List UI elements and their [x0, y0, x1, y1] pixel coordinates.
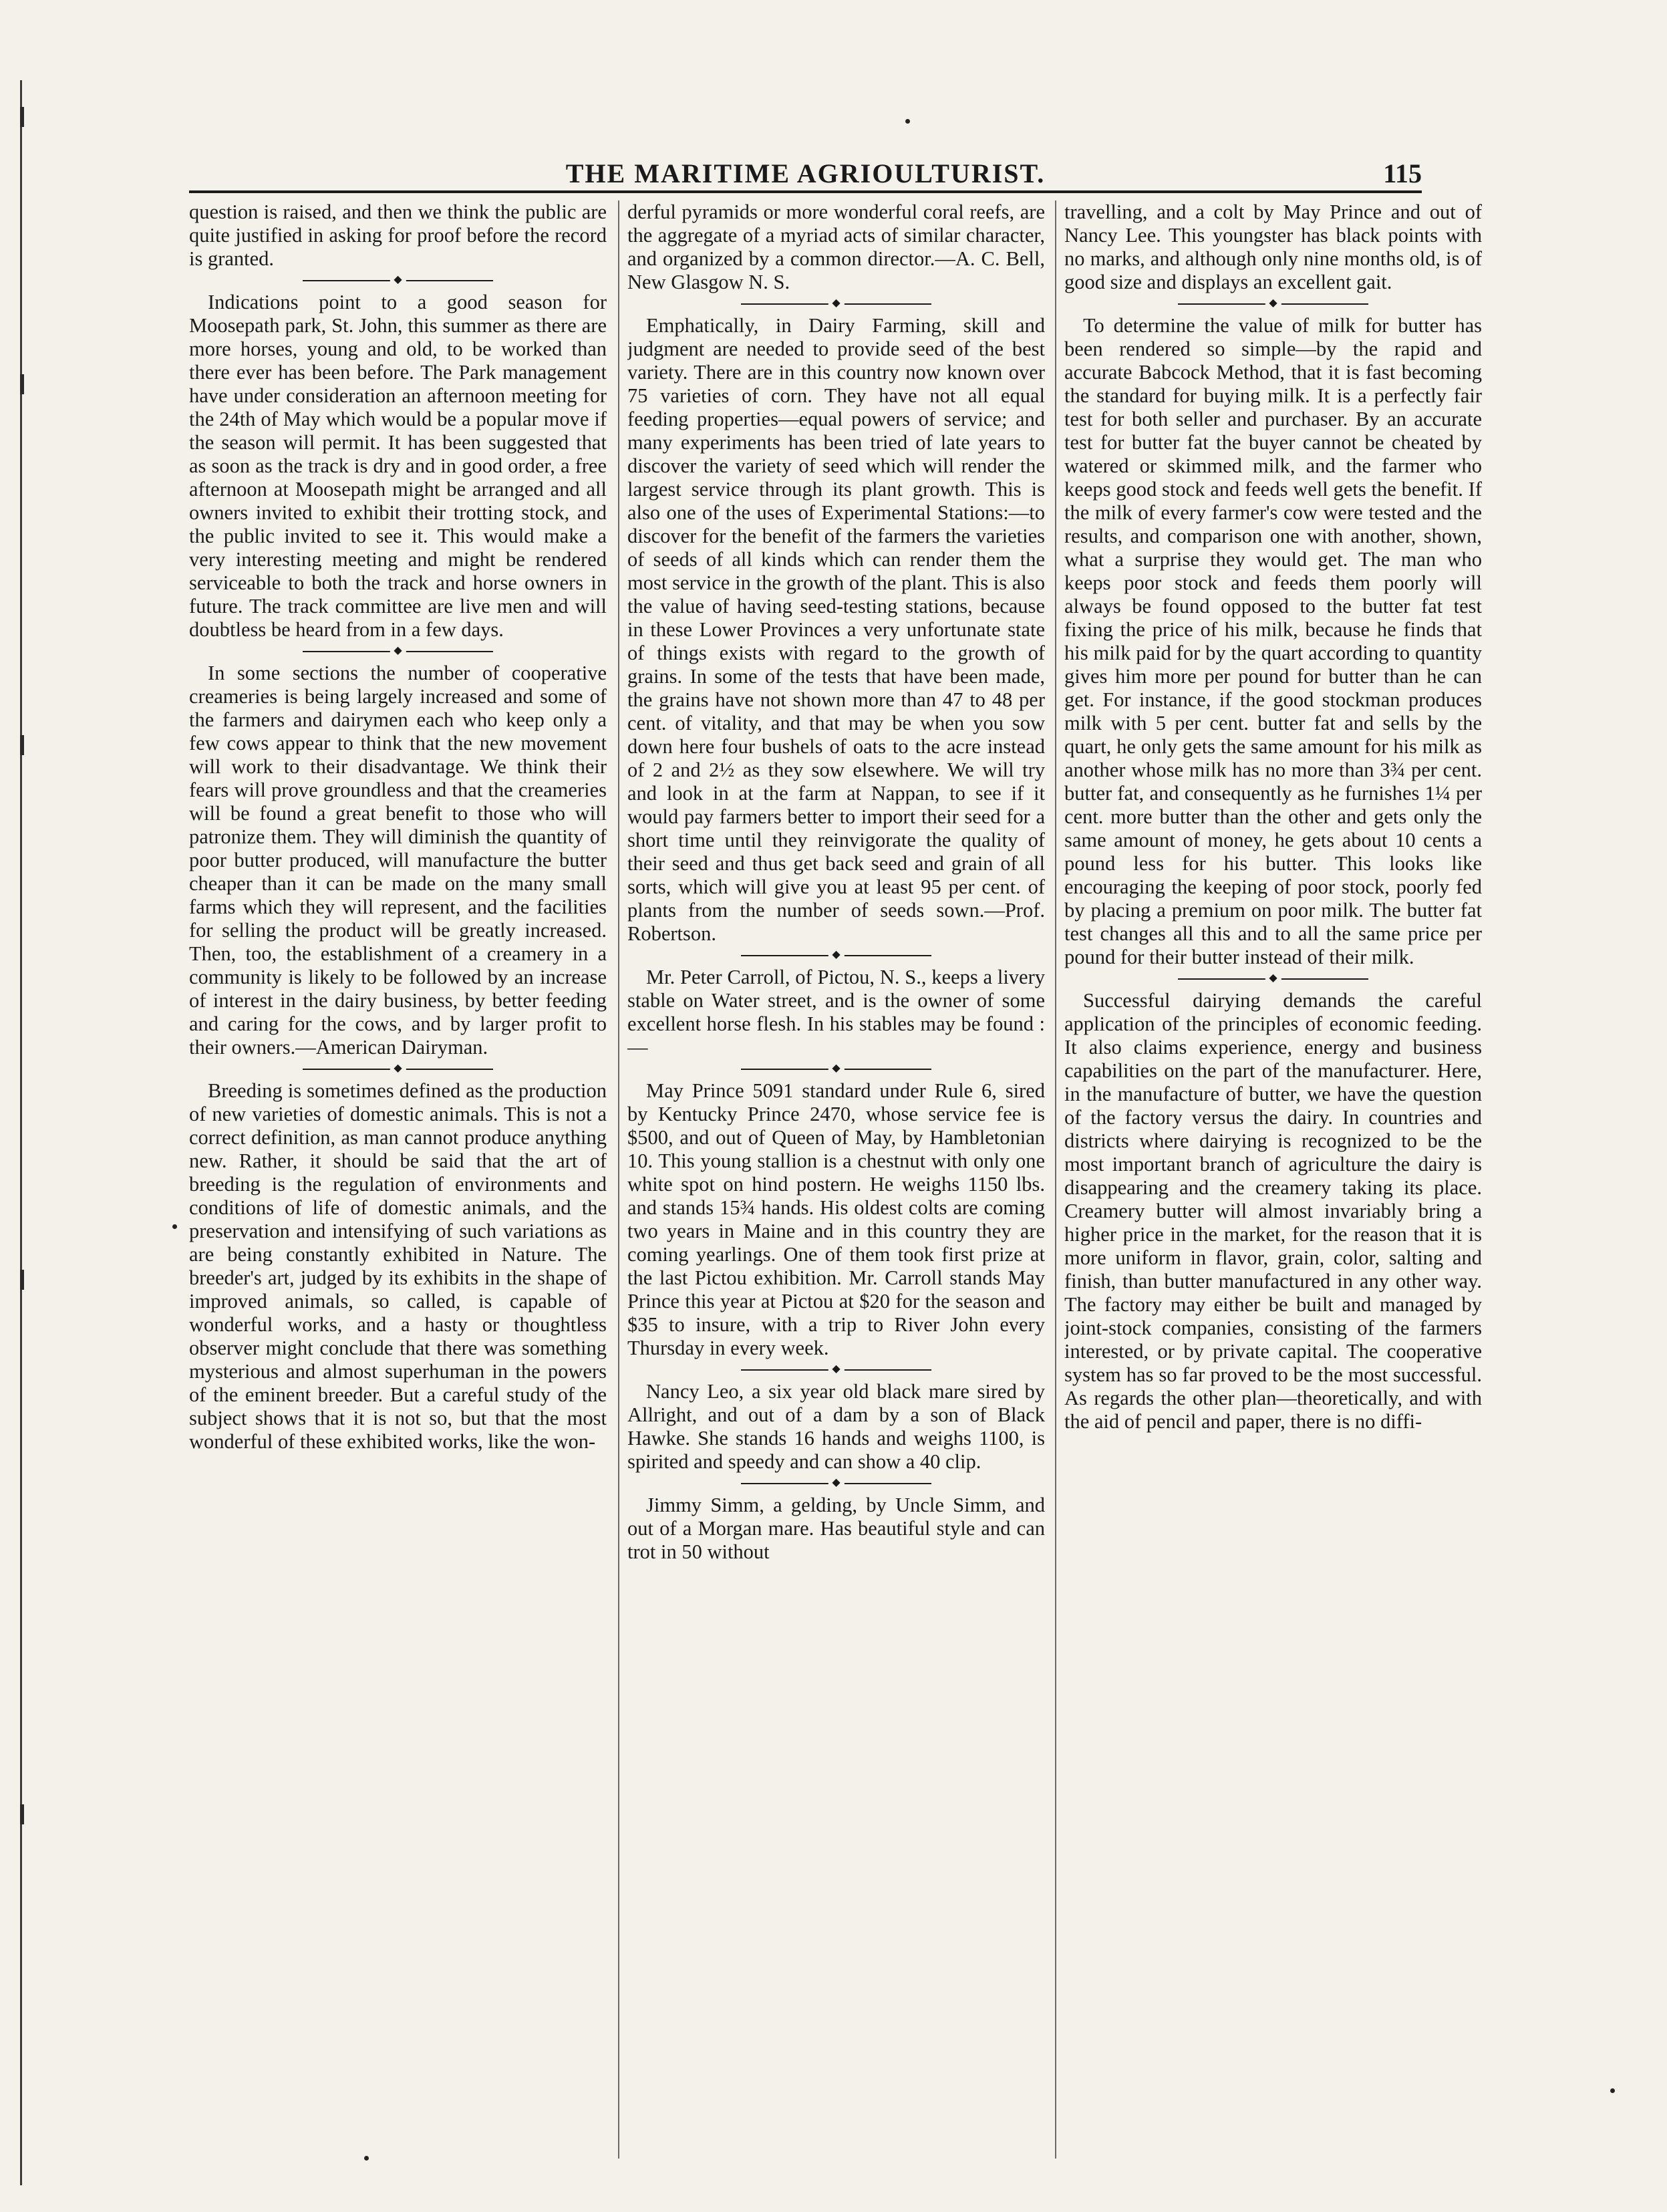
section-separator	[627, 948, 1045, 963]
article-paragraph: In some sections the number of cooperative creameries is being largely increased and some of the farmers and dairymen each who keep only a few cows appear to think that the new movement will work to their disadvantage. We think their fears will prove groundless and that the creameries will be found a great benefit to those who will patronize them. They will diminish the quantity of poor butter produced, will manufacture the butter cheaper than it can be made on the many small farms which they will represent, and the facilities for selling the product will be greatly increased. Then, too, the establishment of a creamery in a community is likely to be followed by an increase of interest in the dairy business, by better feeding and caring for the cows, and by larger profit to their owners.—American Dairyman.	[189, 662, 607, 1059]
binding-mark	[20, 1804, 24, 1824]
page-number: 115	[1383, 158, 1422, 188]
article-paragraph: travelling, and a colt by May Prince and out of Nancy Lee. This youngster has black points with no marks, and although only nine months old, is of good size and displays an excellent gait.	[1064, 200, 1482, 293]
binding-mark	[20, 374, 24, 394]
article-paragraph: May Prince 5091 standard under Rule 6, sired by Kentucky Prince 2470, whose service fee is $500, and out of Queen of May, by Hambletonian 10. This young stallion is a chestnut with only one white spot on hind postern. He weighs 1150 lbs. and stands 15¾ hands. His oldest colts are coming two years in Maine and in this country they are coming yearlings. One of them took first prize at the last Pictou exhibition. Mr. Carroll stands May Prince this year at Pictou at $20 for the season and $35 to insure, with a trip to River John every Thursday in every week.	[627, 1079, 1045, 1359]
article-paragraph: Jimmy Simm, a gelding, by Uncle Simm, and out of a Morgan mare. Has beautiful style and can trot in 50 without	[627, 1494, 1045, 1563]
article-paragraph: Indications point to a good season for Moosepath park, St. John, this summer as there are more horses, young and old, to be worked than there ever has been before. The Park management have under consideration an afternoon meeting for the 24th of May which would be a popular move if the season will permit. It has been suggested that as soon as the track is dry and in good order, a free afternoon at Moosepath might be arranged and all owners invited to exhibit their trotting stock, and the public invited to see it. This would make a very interesting meeting and might be rendered serviceable to both the track and horse owners in future. The track committee are live men and will doubtless be heard from in a few days.	[189, 291, 607, 641]
binding-line	[20, 80, 22, 2185]
column-2	[627, 200, 1045, 2159]
section-separator	[627, 1363, 1045, 1377]
header-rule	[189, 190, 1422, 193]
ink-speck	[1610, 2088, 1615, 2093]
section-separator	[627, 1062, 1045, 1077]
column-1	[189, 200, 607, 2159]
binding-mark	[20, 1270, 24, 1290]
column-rule	[1055, 200, 1056, 2159]
binding-mark	[20, 735, 24, 755]
article-paragraph: Nancy Leo, a six year old black mare sired by Allright, and out of a dam by a son of Black Hawke. She stands 16 hands and weighs 1100, is spirited and speedy and can show a 40 clip.	[627, 1380, 1045, 1473]
article-paragraph: Emphatically, in Dairy Farming, skill and judgment are needed to provide seed of the best variety. There are in this country now known over 75 varieties of corn. They have not all equal feeding properties—equal powers of service; and many experiments has been tried of late years to discover the variety of seed which will render the largest service through its plant growth. This is also one of the uses of Experimental Stations:—to discover for the benefit of the farmers the varieties of seeds of all kinds which can render them the most service in the growth of the plant. This is also the value of having seed-testing stations, because in these Lower Provinces a very unfortunate state of things exists with regard to the growth of grains. In some of the tests that have been made, the grains have not shown more than 47 to 48 per cent. of vitality, and that may be when you sow down here four bushels of oats to the acre instead of 2 and 2½ as they sow elsewhere. We will try and look in at the farm at Nappan, to see if it would pay farmers better to import their seed for a short time until they reinvigorate the quality of their seed and thus get back seed and grain of all sorts, which will give you at least 95 per cent. of plants from the number of seeds sown.—Prof. Robertson.	[627, 314, 1045, 945]
binding-edge	[20, 0, 27, 2212]
article-paragraph: Breeding is sometimes defined as the production of new varieties of domestic animals. This is not a correct definition, as man cannot produce anything new. Rather, it should be said that the art of breeding is the regulation of environments and conditions of life of domestic animals, and the preservation and intensifying of such variations as are being constantly exhibited in Nature. The breeder's art, judged by its exhibits in the shape of improved animals, so called, is capable of wonderful works, and a hasty or thoughtless observer might conclude that there was something mysterious and almost superhuman in the powers of the eminent breeder. But a careful study of the subject shows that it is not so, but that the most wonderful of these exhibited works, like the won-	[189, 1079, 607, 1453]
section-separator	[1064, 972, 1482, 986]
article-paragraph: To determine the value of milk for butter has been rendered so simple—by the rapid and accurate Babcock Method, that it is fast becoming the standard for buying milk. It is a perfectly fair test for both seller and purchaser. By an accurate test for butter fat the buyer cannot be cheated by watered or skimmed milk, and the farmer who keeps good stock and feeds well gets the benefit. If the milk of every farmer's cow were tested and the results, and comparison one with another, shown, what a surprise they would get. The man who keeps poor stock and feeds them poorly will always be found opposed to the butter fat test fixing the price of his milk, because he finds that his milk paid for by the quart according to quantity gives him more per pound for butter than he can get. For instance, if the good stockman produces milk with 5 per cent. butter fat and sells by the quart, he only gets the same amount for his milk as another whose milk has no more than 3¾ per cent. butter fat, and consequently as he furnishes 1¼ per cent. more butter than the other and gets only the same amount of money, he gets about 10 cents a pound less for his butter. This looks like encouraging the keeping of poor stock, poorly fed by placing a premium on poor milk. The butter fat test changes all this and to all the same price per pound for their butter instead of their milk.	[1064, 314, 1482, 968]
running-title: THE MARITIME AGRIOULTURIST.	[565, 158, 1046, 188]
column-3	[1064, 200, 1482, 2159]
binding-mark	[20, 107, 24, 127]
section-separator	[189, 273, 607, 288]
section-separator	[627, 297, 1045, 311]
section-separator	[189, 644, 607, 659]
article-paragraph: derful pyramids or more wonderful coral reefs, are the aggregate of a myriad acts of similar character, and organized by a common director.—A. C. Bell, New Glasgow N. S.	[627, 200, 1045, 293]
column-rule	[618, 200, 619, 2159]
section-separator	[189, 1062, 607, 1077]
article-paragraph: Mr. Peter Carroll, of Pictou, N. S., keeps a livery stable on Water street, and is the owner of some excellent horse flesh. In his stables may be found :—	[627, 966, 1045, 1059]
article-paragraph: Successful dairying demands the careful application of the principles of economic feeding. It also claims experience, energy and business capabilities on the part of the manufacturer. Here, in the manufacture of butter, we have the question of the factory versus the dairy. In countries and districts where dairying is recognized to be the most important branch of agriculture the dairy is disappearing and the creamery taking its place. Creamery butter will almost invariably bring a higher price in the market, for the reason that it is more uniform in flavor, grain, color, salting and finish, than butter manufactured in any other way. The factory may either be built and managed by joint-stock companies, consisting of the farmers interested, or by private capital. The cooperative system has so far proved to be the most successful. As regards the other plan—theoretically, and with the aid of pencil and paper, there is no diffi-	[1064, 989, 1482, 1433]
article-paragraph: question is raised, and then we think the public are quite justified in asking for proof before the record is granted.	[189, 200, 607, 270]
page-header	[189, 158, 1422, 191]
section-separator	[1064, 297, 1482, 311]
section-separator	[627, 1476, 1045, 1491]
ink-speck	[905, 119, 910, 124]
ink-speck	[172, 1224, 177, 1229]
